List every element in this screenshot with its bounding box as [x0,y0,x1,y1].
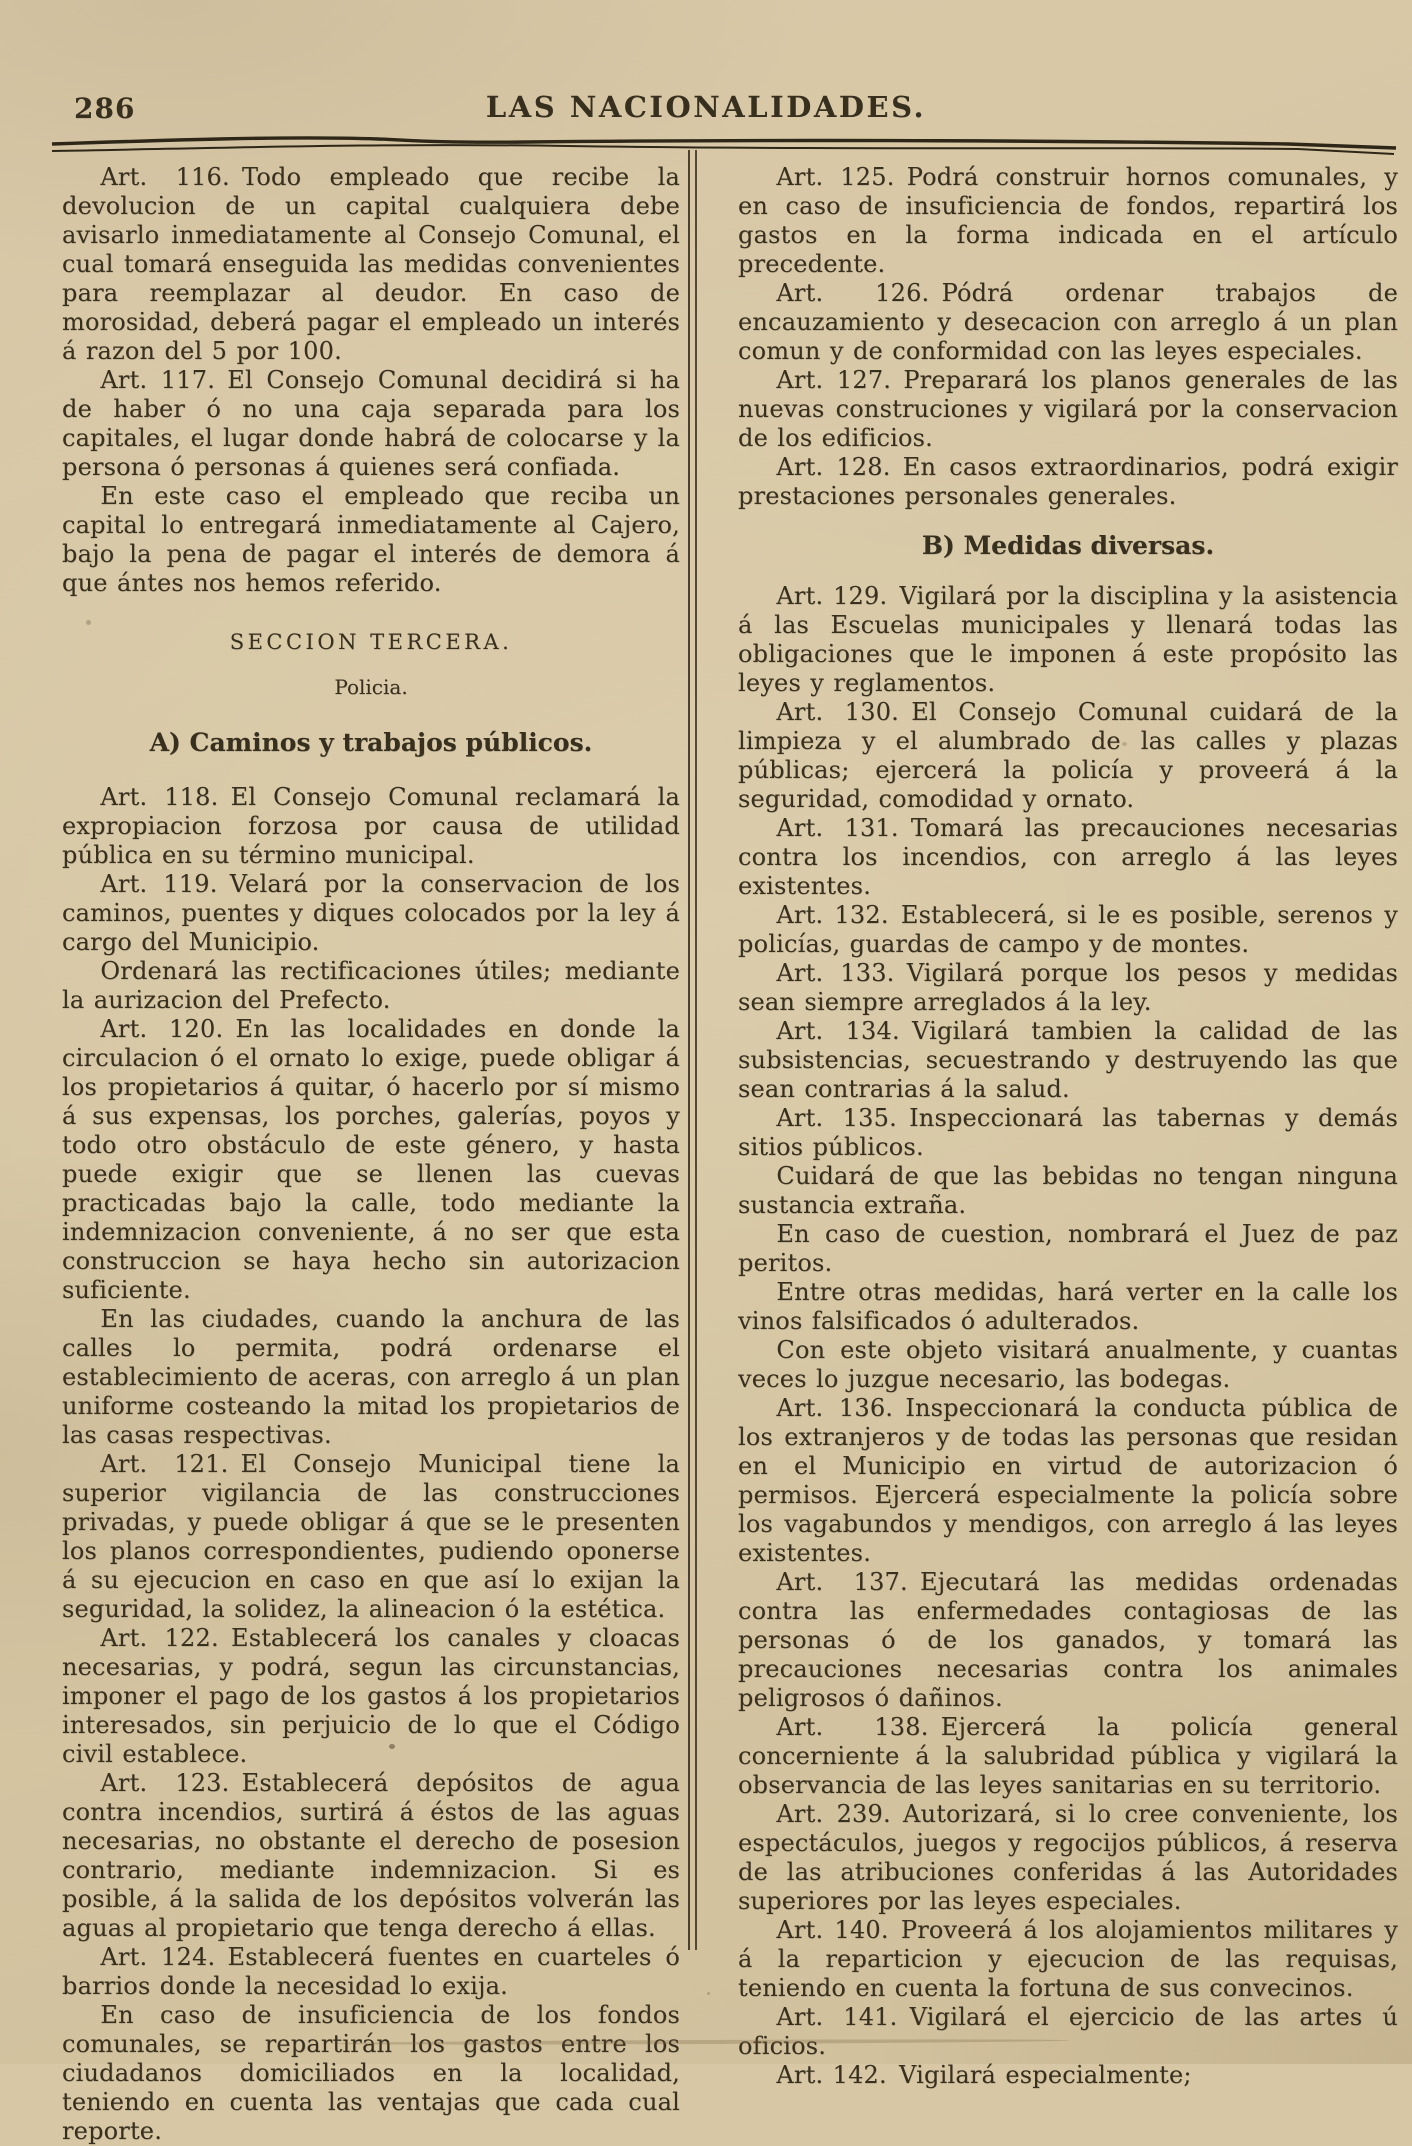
article-paragraph: Cuidará de que las bebidas no tengan ninguna sustancia extraña. [738,1162,1398,1219]
text-columns [62,163,1398,2146]
article-paragraph: Art. 131. Tomará las precauciones necesarias contra los incendios, con arreglo á las leyes existentes. [738,814,1398,900]
header-double-rule [48,132,1400,158]
article-paragraph: Art. 239. Autorizará, si lo cree conveniente, los espectáculos, juegos y regocijos públicos, á reserva de las atribuciones conferidas á las Autoridades superiores por las leyes especiales. [738,1800,1398,1915]
article-paragraph: Ordenará las rectificaciones útiles; mediante la aurizacion del Prefecto. [62,957,680,1014]
article-paragraph: Entre otras medidas, hará verter en la calle los vinos falsificados ó adulterados. [738,1278,1398,1335]
article-paragraph: Art. 118. El Consejo Comunal reclamará la expropiacion forzosa por causa de utilidad pública en su término municipal. [62,783,680,869]
article-paragraph: Art. 116. Todo empleado que recibe la devolucion de un capital cualquiera debe avisarlo inmediatamente al Consejo Comunal, el cual tomará enseguida las medidas convenientes para reemplazar al deudor. En caso de morosidad, deberá pagar el empleado un interés á razon del 5 por 100. [62,163,680,365]
article-paragraph: Art. 122. Establecerá los canales y cloacas necesarias, y podrá, segun las circunstancias, imponer el pago de los gastos á los propietarios interesados, sin perjuicio de lo que el Código civil establece. [62,1624,680,1768]
article-paragraph: Art. 142. Vigilará especialmente; [776,2061,1192,2089]
article-paragraph: Art. 129. Vigilará por la disciplina y la asistencia á las Escuelas municipales y llenará todas las obligaciones que le imponen á este propósito las leyes y reglamentos. [738,582,1398,697]
article-paragraph: Art. 132. Establecerá, si le es posible, serenos y policías, guardas de campo y de montes. [738,901,1398,958]
column-gap [680,163,738,2146]
article-paragraph: Art. 119. Velará por la conservacion de los caminos, puentes y diques colocados por la ley á cargo del Municipio. [62,870,680,956]
article-paragraph: Art. 121. El Consejo Municipal tiene la superior vigilancia de las construcciones privadas, y puede obligar á que se le presenten los planos correspondientes, pudiendo oponerse á su ejecucion en caso en que así lo exijan la seguridad, la solidez, la alineacion ó la estética. [62,1450,680,1623]
article-paragraph: Art. 124. Establecerá fuentes en cuarteles ó barrios donde la necesidad lo exija. [62,1943,680,2000]
article-paragraph: Art. 130. El Consejo Comunal cuidará de la limpieza y el alumbrado de las calles y plazas públicas; ejercerá la policía y proveerá á la seguridad, comodidad y ornato. [738,698,1398,813]
article-paragraph: Art. 126. Pódrá ordenar trabajos de encauzamiento y desecacion con arreglo á un plan comun y de conformidad con las leyes especiales. [738,279,1398,365]
article-paragraph: Art. 134. Vigilará tambien la calidad de las subsistencias, secuestrando y destruyendo las que sean contrarias á la salud. [738,1017,1398,1103]
article-paragraph: Art. 120. En las localidades en donde la circulacion ó el ornato lo exige, puede obligar á los propietarios á quitar, ó hacerlo por sí mismo á sus expensas, los porches, galerías, poyos y todo otro obstáculo de este género, y hasta puede exigir que se llenen las cuevas practicadas bajo la calle, todo mediante la indemnizacion conveniente, á no ser que esta construccion se haya hecho sin autorizacion suficiente. [62,1015,680,1304]
article-paragraph: Art. 117. El Consejo Comunal decidirá si ha de haber ó no una caja separada para los capitales, el lugar donde habrá de colocarse y la persona ó personas á quienes será confiada. [62,366,680,481]
article-paragraph: Art. 133. Vigilará porque los pesos y medidas sean siempre arreglados á la ley. [738,959,1398,1016]
part-heading: B) Medidas diversas. [921,531,1215,560]
article-paragraph: Art. 138. Ejercerá la policía general concerniente á la salubridad pública y vigilará la observancia de las leyes sanitarias en su territorio. [738,1713,1398,1799]
article-paragraph: Art. 123. Establecerá depósitos de agua contra incendios, surtirá á éstos de las aguas necesarias, no obstante el derecho de posesion contrario, mediante indemnizacion. Si es posible, á la salida de los depósitos volverán las aguas al propietario que tenga derecho á ellas. [62,1769,680,1942]
running-title: LAS NACIONALIDADES. [485,90,927,124]
left-column [62,163,680,2146]
article-paragraph: En caso de insuficiencia de los fondos comunales, se repartirán los gastos entre los ciudadanos domiciliados en la localidad, teniendo en cuenta las ventajas que cada cual reporte. [62,2001,680,2145]
article-paragraph: En caso de cuestion, nombrará el Juez de paz peritos. [738,1220,1398,1277]
article-paragraph: Art. 136. Inspeccionará la conducta pública de los extranjeros y de todas las personas que residan en el Municipio en virtud de autorizacion ó permisos. Ejercerá especialmente la policía sobre los vagabundos y mendigos, con arreglo á las leyes existentes. [738,1394,1398,1567]
article-paragraph: Art. 125. Podrá construir hornos comunales, y en caso de insuficiencia de fondos, repartirá los gastos en la forma indicada en el artículo precedente. [738,163,1398,278]
page-number: 286 [74,92,136,125]
article-paragraph: Art. 137. Ejecutará las medidas ordenadas contra las enfermedades contagiosas de las personas ó de los ganados, y tomará las precauciones necesarias contra los animales peligrosos ó dañinos. [738,1568,1398,1712]
article-paragraph: En este caso el empleado que reciba un capital lo entregará inmediatamente al Cajero, bajo la pena de pagar el interés de demora á que ántes nos hemos referido. [62,482,680,597]
right-column [738,163,1398,2146]
paper-speck [86,620,91,625]
part-heading: A) Caminos y trabajos públicos. [149,728,593,757]
section-heading: SECCION TERCERA. [229,630,513,654]
article-paragraph: Art. 141. Vigilará el ejercicio de las artes ú oficios. [738,2003,1398,2060]
paper-speck [707,1992,710,1995]
paper-speck [389,1744,395,1749]
paper-speck [156,1232,160,1236]
paper-speck [1122,742,1127,746]
article-paragraph: Art. 140. Proveerá á los alojamientos militares y á la reparticion y ejecucion de las requisas, teniendo en cuenta la fortuna de sus convecinos. [738,1916,1398,2002]
subsection-heading: Policia. [334,675,408,699]
article-paragraph: Art. 128. En casos extraordinarios, podrá exigir prestaciones personales generales. [738,453,1398,510]
article-paragraph: Art. 135. Inspeccionará las tabernas y demás sitios públicos. [738,1104,1398,1161]
article-paragraph: En las ciudades, cuando la anchura de las calles lo permita, podrá ordenarse el establecimiento de aceras, con arreglo á un plan uniforme costeando la mitad los propietarios de las casas respectivas. [62,1305,680,1449]
article-paragraph: Art. 127. Preparará los planos generales de las nuevas construciones y vigilará por la conservacion de los edificios. [738,366,1398,452]
article-paragraph: Con este objeto visitará anualmente, y cuantas veces lo juzgue necesario, las bodegas. [738,1336,1398,1393]
